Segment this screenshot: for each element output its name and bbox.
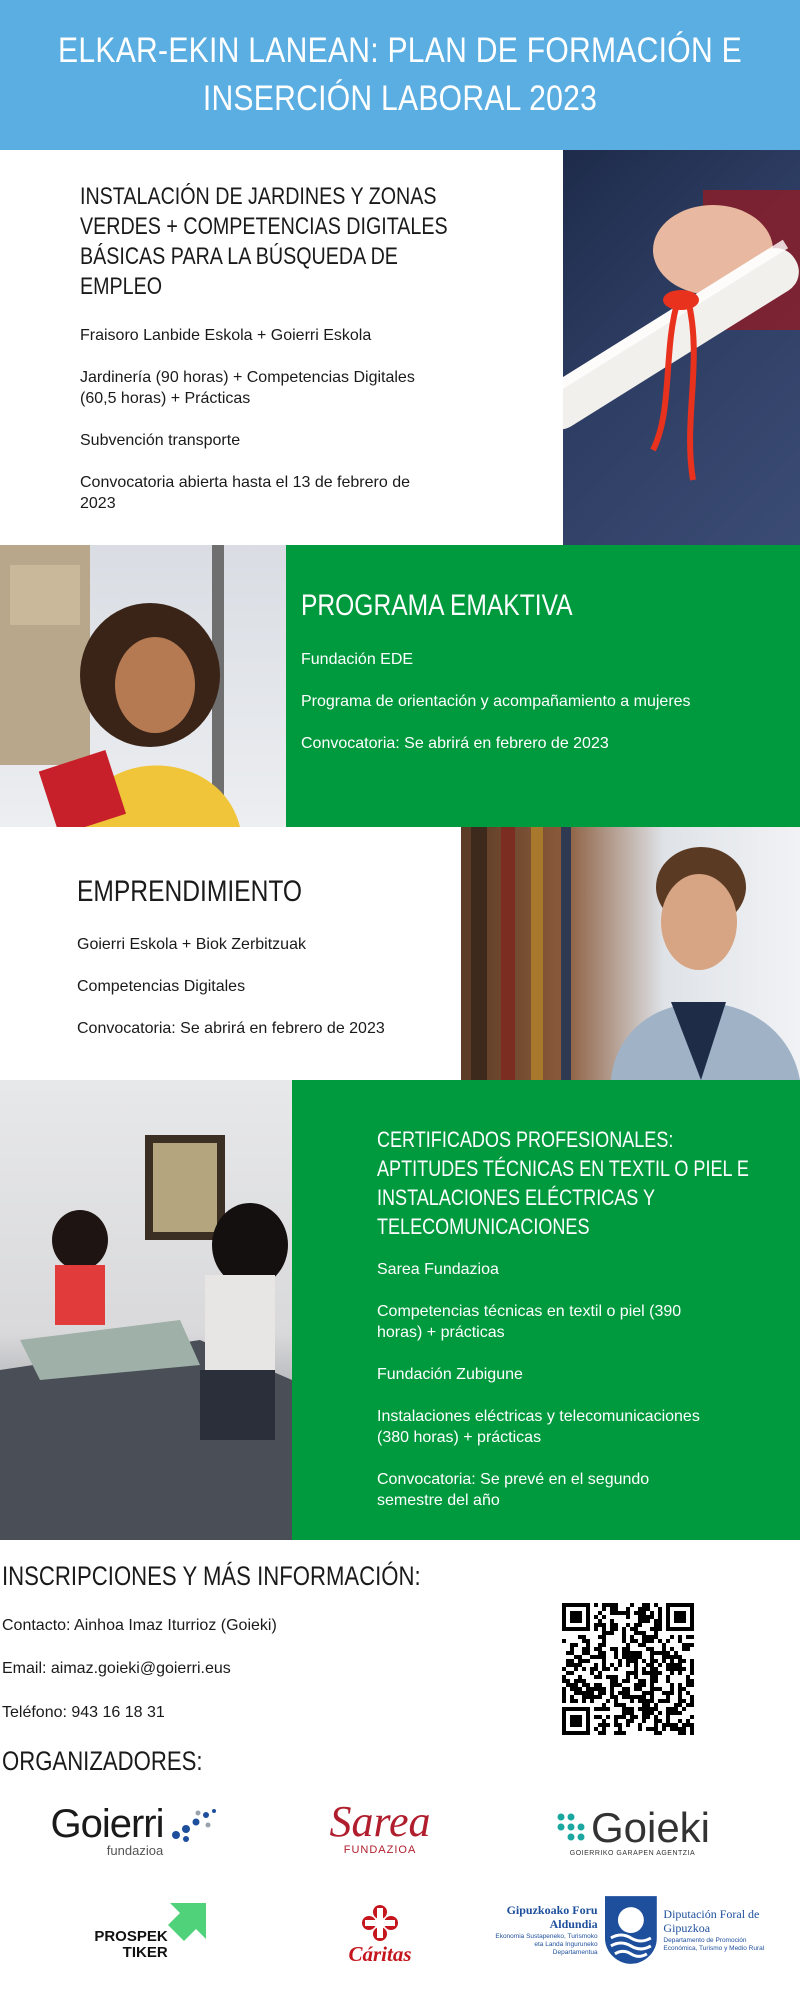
- title-line: VERDES + COMPETENCIAS DIGITALES: [80, 213, 448, 240]
- goierri-logo-text: Goierri: [50, 1802, 164, 1846]
- section-certificados-org2: Fundación Zubigune: [377, 1366, 523, 1383]
- section-certificados-course1: Competencias técnicas en textil o piel (390 horas) + prácticas: [377, 1303, 682, 1341]
- title-line: INSTALACIÓN DE JARDINES Y ZONAS: [80, 183, 437, 210]
- goierri-logo: [40, 1795, 230, 1865]
- certificados-panel: [292, 1080, 800, 1540]
- section-emprendimiento-title: EMPRENDIMIENTO: [77, 875, 303, 908]
- organizers-title: ORGANIZADORES:: [2, 1746, 203, 1776]
- section-jardines-org: Fraisoro Lanbide Eskola + Goierri Eskola: [80, 327, 372, 344]
- section-emprendimiento: [0, 827, 800, 1080]
- section-certificados-course2: Instalaciones eléctricas y telecomunicaciones (380 horas) + prácticas: [377, 1408, 700, 1446]
- section-emprendimiento-org: Goierri Eskola + Biok Zerbitzuak: [77, 936, 306, 953]
- diploma-photo: [563, 150, 800, 545]
- section-emaktiva: [0, 545, 800, 827]
- student-man-photo: [461, 827, 800, 1080]
- title-line: CERTIFICADOS PROFESIONALES:: [377, 1127, 674, 1152]
- section-jardines-courses: Jardinería (90 horas) + Competencias Digitales (60,5 horas) + Prácticas: [80, 369, 415, 407]
- goieki-logo-text: Goieki: [590, 1803, 711, 1851]
- section-certificados-org1: Sarea Fundazioa: [377, 1261, 499, 1278]
- info-title: INSCRIPCIONES Y MÁS INFORMACIÓN:: [2, 1561, 421, 1591]
- prospektiker-logo: [90, 1900, 210, 1970]
- prospektiker-arrow-icon: [160, 1903, 206, 1949]
- section-jardines-subsidy: Subvención transporte: [80, 432, 241, 449]
- section-certificados-title: [377, 1125, 800, 1241]
- prospektiker-logo-line2: TIKER: [122, 1944, 168, 1961]
- classroom-photo: [0, 1080, 292, 1540]
- info-email[interactable]: Email: aimaz.goieki@goierri.eus: [2, 1660, 231, 1677]
- sarea-logo-text: Sarea: [329, 1796, 431, 1846]
- section-emprendimiento-desc: Competencias Digitales: [77, 978, 246, 995]
- title-line: APTITUDES TÉCNICAS EN TEXTIL O PIEL E: [377, 1156, 749, 1181]
- section-certificados-call: Convocatoria: Se prevé en el segundo semestre del año: [377, 1471, 650, 1509]
- gipuzkoa-shield-icon: [603, 1894, 659, 1966]
- section-emaktiva-title: PROGRAMA EMAKTIVA: [301, 589, 573, 622]
- title-line: INSTALACIONES ELÉCTRICAS Y: [377, 1185, 656, 1210]
- gipuzkoa-eu-sub: Ekonomia Sustapeneko, Turismoko eta Landa Inguruneko Departamentua: [495, 1933, 598, 1956]
- section-jardines-call: Convocatoria abierta hasta el 13 de febrero de 2023: [80, 474, 410, 512]
- student-woman-photo: [0, 545, 286, 827]
- goieki-logo: [545, 1795, 720, 1865]
- title-line: BÁSICAS PARA LA BÚSQUEDA DE: [80, 243, 398, 270]
- sarea-logo: [310, 1790, 450, 1865]
- gipuzkoa-es-title: Diputación Foral de Gipuzkoa: [663, 1907, 760, 1935]
- goierri-logo-sub: fundazioa: [106, 1843, 164, 1858]
- caritas-logo: [320, 1900, 440, 1970]
- section-certificados: [0, 1080, 800, 1540]
- info-contact: Contacto: Ainhoa Imaz Iturrioz (Goieki): [2, 1617, 277, 1634]
- goierri-dots-icon: [168, 1805, 220, 1845]
- goieki-dots-icon: [555, 1811, 589, 1845]
- section-emprendimiento-call: Convocatoria: Se abrirá en febrero de 2023: [77, 1020, 385, 1037]
- info-phone: Teléfono: 943 16 18 31: [2, 1704, 165, 1721]
- section-emaktiva-org: Fundación EDE: [301, 651, 414, 668]
- section-emaktiva-call: Convocatoria: Se abrirá en febrero de 2023: [301, 735, 609, 752]
- section-jardines-title: [80, 182, 528, 302]
- prospektiker-logo-line1: PROSPEK: [94, 1928, 168, 1945]
- page-title: ELKAR-EKIN LANEAN: PLAN DE FORMACIÓN E INSERCIÓN LABORAL 2023: [58, 31, 742, 118]
- caritas-cross-icon: [359, 1904, 401, 1942]
- caritas-logo-text: Cáritas: [348, 1941, 412, 1966]
- title-line: EMPLEO: [80, 273, 163, 300]
- goieki-logo-sub: GOIERRIKO GARAPEN AGENTZIA: [569, 1849, 696, 1857]
- gipuzkoa-es-sub: Departamento de Promoción Económica, Turismo y Medio Rural: [663, 1937, 765, 1952]
- section-emaktiva-desc: Programa de orientación y acompañamiento a mujeres: [301, 693, 691, 710]
- sarea-logo-sub: FUNDAZIOA: [343, 1843, 417, 1856]
- header-banner: [0, 0, 800, 150]
- gipuzkoa-eu-title: Gipuzkoako Foru Aldundia: [506, 1903, 598, 1931]
- title-line: TELECOMUNICACIONES: [377, 1214, 590, 1239]
- gipuzkoa-logo: [493, 1890, 768, 1970]
- section-jardines: [0, 150, 800, 545]
- emaktiva-panel: [286, 545, 800, 827]
- qr-code[interactable]: [562, 1603, 694, 1735]
